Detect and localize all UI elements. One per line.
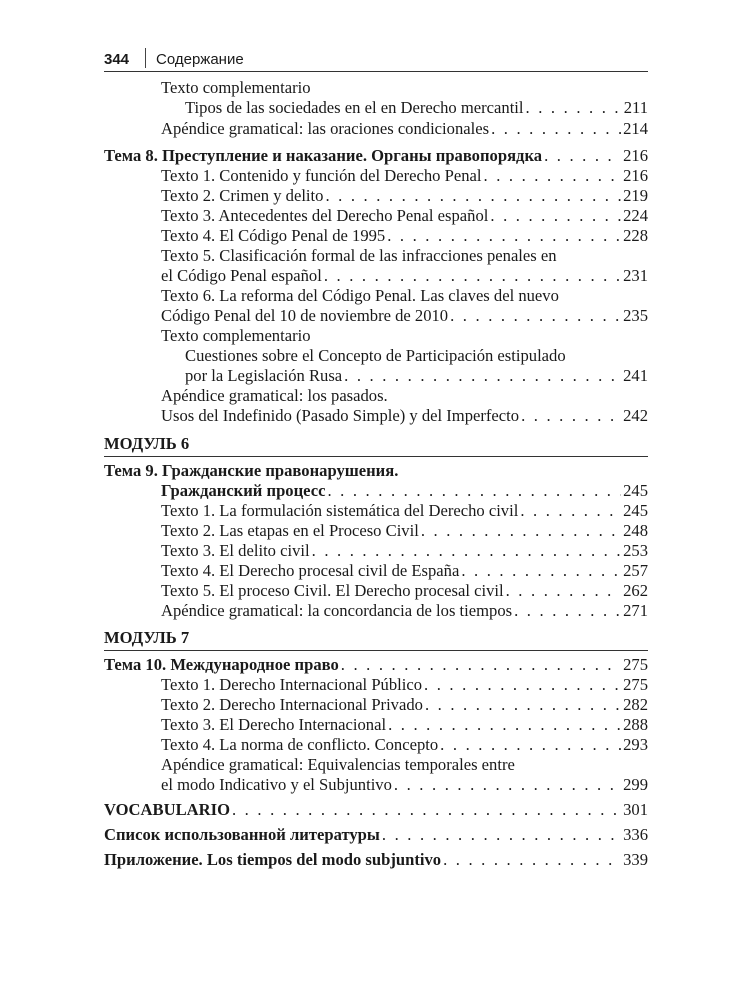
leader-dots (382, 825, 621, 845)
toc-page-number: 242 (623, 406, 648, 425)
section-title: Содержание (156, 51, 244, 68)
toc-entry[interactable] (161, 306, 648, 326)
toc-entry-title: Texto 4. El Derecho procesal civil de España (161, 561, 460, 580)
toc-page-number: 288 (623, 715, 648, 734)
leader-dots (341, 655, 621, 675)
module-rule (104, 456, 648, 457)
toc-page-number: 231 (623, 266, 648, 285)
leader-dots (491, 119, 621, 139)
toc-entry-title: Texto 1. Contenido y función del Derecho Penal (161, 166, 482, 185)
toc-topic-title: Тема 9. Гражданские правонарушения. (104, 461, 399, 480)
toc-entry[interactable] (161, 715, 648, 735)
leader-dots (544, 146, 621, 166)
leader-dots (526, 98, 622, 118)
toc-entry[interactable] (161, 735, 648, 755)
toc-text: Apéndice gramatical: Equivalencias temporales entre (161, 755, 515, 774)
toc-entry[interactable] (161, 186, 648, 206)
leader-dots (325, 186, 621, 206)
toc-entry-title: Texto 5. El proceso Civil. El Derecho procesal civil (161, 581, 504, 600)
toc-page-number: 245 (623, 481, 648, 500)
toc-entry-title: Texto 3. El delito civil (161, 541, 310, 560)
toc-entry-title: el modo Indicativo y el Subjuntivo (161, 775, 392, 794)
toc-entry-title: Tipos de las sociedades en el en Derecho mercantil (185, 98, 524, 117)
toc-entry[interactable] (161, 775, 648, 795)
toc-page-number: 245 (623, 501, 648, 520)
toc-page-number: 299 (623, 775, 648, 794)
toc-entry-title: Тема 10. Международное право (104, 655, 339, 674)
toc-topic-entry[interactable] (104, 146, 648, 166)
toc-text: Cuestiones sobre el Concepto de Participación estipulado (185, 346, 566, 365)
toc-entry-title: VOCABULARIO (104, 800, 230, 819)
toc-backmatter-entry[interactable] (104, 825, 648, 845)
toc-entry-title: Тема 8. Преступление и наказание. Органы правопорядка (104, 146, 543, 165)
leader-dots (450, 306, 621, 326)
leader-dots (232, 800, 621, 820)
toc-entry-title: Texto 2. Crimen y delito (161, 186, 324, 205)
toc-entry-title: Texto 3. Antecedentes del Derecho Penal español (161, 206, 489, 225)
toc-entry-title: Texto 1. La formulación sistemática del Derecho civil (161, 501, 519, 520)
leader-dots (388, 715, 621, 735)
toc-page-number: 271 (623, 601, 648, 620)
toc-backmatter-entry[interactable] (104, 850, 648, 870)
toc-entry-title: Texto 4. La norma de conflicto. Concepto (161, 735, 439, 754)
toc-entry[interactable] (161, 406, 648, 426)
toc-page-number: 282 (623, 695, 648, 714)
toc-entry[interactable] (161, 226, 648, 246)
toc-backmatter-entry[interactable] (104, 800, 648, 820)
toc-entry-title: por la Legislación Rusa (185, 366, 343, 385)
toc-page-number: 336 (623, 825, 648, 844)
toc-entry-title: Apéndice gramatical: las oraciones condicionales (161, 119, 490, 138)
leader-dots (443, 850, 621, 870)
leader-dots (327, 481, 621, 501)
toc-text: Texto 5. Clasificación formal de las infracciones penales en (161, 246, 557, 265)
toc-page-number: 262 (623, 581, 648, 600)
toc-text: Texto complementario (161, 326, 311, 345)
toc-entry-title: Texto 3. El Derecho Internacional (161, 715, 387, 734)
module-heading: МОДУЛЬ 6 (104, 434, 190, 453)
toc-topic-entry[interactable] (104, 655, 648, 675)
toc-entry-title: Usos del Indefinido (Pasado Simple) y del Imperfecto (161, 406, 520, 425)
leader-dots (425, 695, 621, 715)
module-heading: МОДУЛЬ 7 (104, 628, 190, 647)
toc-page-number: 293 (623, 735, 648, 754)
toc-entry[interactable] (161, 266, 648, 286)
toc-entry[interactable] (161, 166, 648, 186)
toc-page-number: 235 (623, 306, 648, 325)
leader-dots (514, 601, 621, 621)
toc-entry-title: Texto 2. Derecho Internacional Privado (161, 695, 423, 714)
leader-dots (440, 735, 621, 755)
toc-entry[interactable] (185, 366, 648, 386)
toc-page-number: 241 (623, 366, 648, 385)
toc-page-number: 275 (623, 655, 648, 674)
toc-page-number: 257 (623, 561, 648, 580)
toc-page-number: 228 (623, 226, 648, 245)
leader-dots (424, 675, 621, 695)
toc-entry[interactable] (161, 119, 648, 139)
toc-topic-entry[interactable] (161, 481, 648, 501)
toc-page-number: 224 (623, 206, 648, 225)
leader-dots (421, 521, 621, 541)
toc-entry[interactable] (161, 581, 648, 601)
toc-entry[interactable] (161, 521, 648, 541)
running-header (104, 48, 648, 70)
toc-page-number: 219 (623, 186, 648, 205)
toc-text: Apéndice gramatical: los pasados. (161, 386, 388, 405)
toc-entry-title: Гражданский процесс (161, 481, 326, 500)
toc-entry[interactable] (161, 206, 648, 226)
leader-dots (490, 206, 621, 226)
toc-page-number: 253 (623, 541, 648, 560)
toc-entry[interactable] (161, 675, 648, 695)
toc-page-number: 248 (623, 521, 648, 540)
toc-page-number: 214 (623, 119, 648, 138)
toc-entry-title: Приложение. Los tiempos del modo subjuntivo (104, 850, 442, 869)
toc-text: Texto complementario (161, 78, 311, 97)
toc-page-number: 339 (623, 850, 648, 869)
leader-dots (520, 501, 621, 521)
toc-page-number: 275 (623, 675, 648, 694)
toc-entry[interactable] (161, 501, 648, 521)
toc-entry[interactable] (161, 541, 648, 561)
toc-entry-title: Texto 4. El Código Penal de 1995 (161, 226, 386, 245)
leader-dots (324, 266, 621, 286)
toc-entry[interactable] (161, 695, 648, 715)
leader-dots (506, 581, 622, 601)
toc-entry[interactable] (161, 601, 648, 621)
toc-entry-title: Apéndice gramatical: la concordancia de los tiempos (161, 601, 513, 620)
header-divider (145, 48, 146, 68)
leader-dots (461, 561, 621, 581)
toc-page-number: 216 (623, 146, 648, 165)
header-rule (104, 71, 648, 72)
toc-page-number: 211 (623, 98, 648, 117)
toc-page-number: 301 (623, 800, 648, 819)
toc-entry-title: Список использованной литературы (104, 825, 380, 844)
toc-entry-title: Texto 1. Derecho Internacional Público (161, 675, 423, 694)
toc-page-number: 216 (623, 166, 648, 185)
leader-dots (484, 166, 622, 186)
toc-entry-title: Texto 2. Las etapas en el Proceso Civil (161, 521, 419, 540)
page-number: 344 (104, 51, 130, 68)
toc-entry-title: Código Penal del 10 de noviembre de 2010 (161, 306, 449, 325)
leader-dots (344, 366, 621, 386)
toc-text: Texto 6. La reforma del Código Penal. Las claves del nuevo (161, 286, 559, 305)
leader-dots (387, 226, 621, 246)
toc-entry[interactable] (185, 98, 648, 118)
module-rule (104, 650, 648, 651)
toc-entry[interactable] (161, 561, 648, 581)
leader-dots (394, 775, 621, 795)
toc-entry-title: el Código Penal español (161, 266, 322, 285)
leader-dots (521, 406, 621, 426)
leader-dots (312, 541, 621, 561)
